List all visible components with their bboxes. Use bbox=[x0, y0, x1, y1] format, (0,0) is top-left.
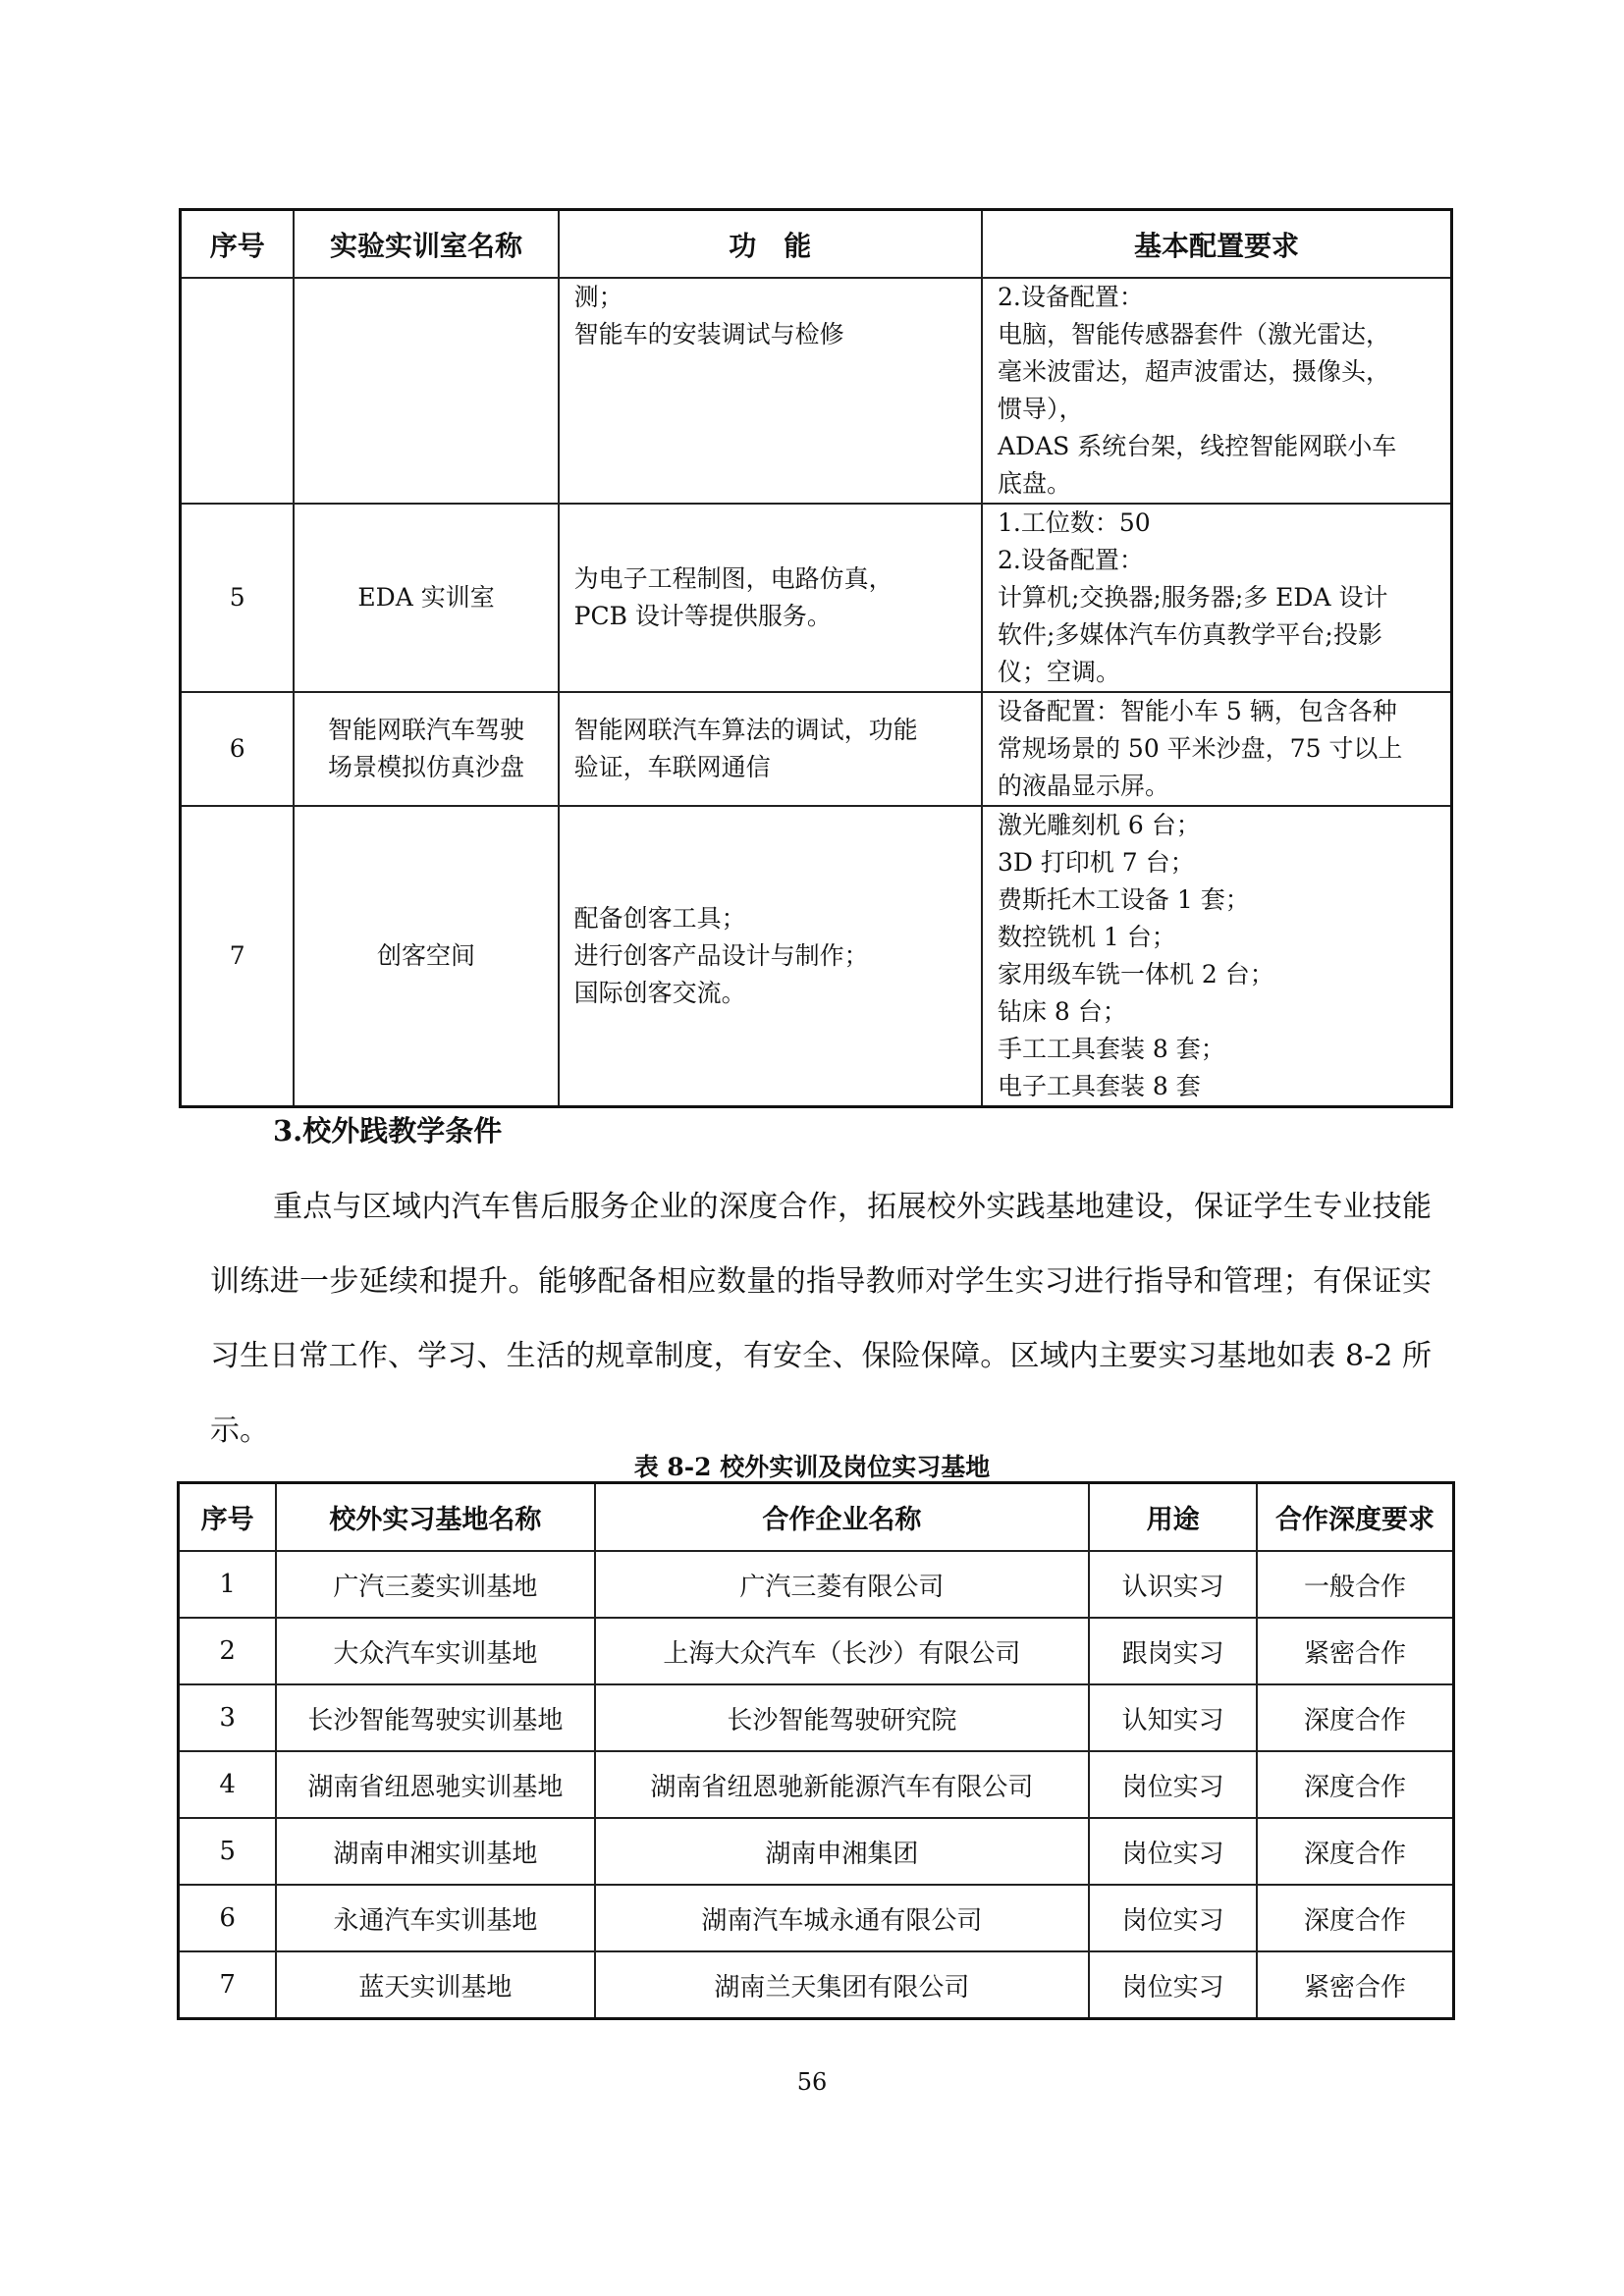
row-number: 4 bbox=[179, 1751, 277, 1818]
text-line: 设备配置：智能小车 5 辆，包含各种 bbox=[997, 697, 1397, 725]
row-number: 2 bbox=[179, 1618, 277, 1684]
purpose: 认知实习 bbox=[1089, 1684, 1257, 1751]
text-line: 进行创客产品设计与制作； bbox=[573, 941, 869, 970]
row-number: 1 bbox=[179, 1551, 277, 1618]
section-heading: 3.校外践教学条件 bbox=[273, 1114, 503, 1148]
company-name: 湖南申湘集团 bbox=[595, 1818, 1090, 1885]
section-paragraph: 重点与区域内汽车售后服务企业的深度合作，拓展校外实践基地建设，保证学生专业技能训练进一步延续和提升。能够配备相应数量的指导教师对学生实习进行指导和管理；有保证实习生日常工作、学习、生活的规章制度，有安全、保险保障。区域内主要实习基地如表 8-2 所示。 bbox=[210, 1190, 1432, 1448]
lab-name bbox=[294, 692, 558, 806]
text-line: 底盘。 bbox=[997, 469, 1071, 498]
cooperation-level: 紧密合作 bbox=[1257, 1951, 1454, 2019]
text-line: 的液晶显示屏。 bbox=[997, 772, 1169, 800]
header-cell: 基本配置要求 bbox=[982, 210, 1452, 279]
header-cell: 用途 bbox=[1089, 1483, 1257, 1552]
text-line: 智能车的安装调试与检修 bbox=[573, 320, 844, 348]
text-line: 验证，车联网通信 bbox=[573, 753, 771, 781]
text-line: 毫米波雷达，超声波雷达，摄像头， bbox=[997, 357, 1390, 386]
text-line: 3D 打印机 7 台； bbox=[997, 848, 1195, 877]
purpose: 跟岗实习 bbox=[1089, 1618, 1257, 1684]
header-cell: 序号 bbox=[179, 1483, 277, 1552]
base-name: 永通汽车实训基地 bbox=[276, 1885, 594, 1951]
table-row bbox=[181, 278, 1452, 504]
text-line: 2.设备配置： bbox=[997, 546, 1144, 574]
text-line: 智能网联汽车算法的调试，功能 bbox=[573, 716, 918, 744]
text-line: 激光雕刻机 6 台； bbox=[997, 811, 1201, 839]
text-line: 家用级车铣一体机 2 台； bbox=[997, 960, 1274, 988]
header-cell: 校外实习基地名称 bbox=[276, 1483, 594, 1552]
header-cell: 合作深度要求 bbox=[1257, 1483, 1454, 1552]
header-cell: 合作企业名称 bbox=[595, 1483, 1090, 1552]
company-name: 湖南省纽恩驰新能源汽车有限公司 bbox=[595, 1751, 1090, 1818]
text-line: 电脑，智能传感器套件（激光雷达， bbox=[997, 320, 1390, 348]
row-number: 6 bbox=[179, 1885, 277, 1951]
cooperation-level: 深度合作 bbox=[1257, 1885, 1454, 1951]
cooperation-level: 深度合作 bbox=[1257, 1684, 1454, 1751]
text-line: 软件;多媒体汽车仿真教学平台;投影 bbox=[997, 620, 1382, 649]
table-row bbox=[181, 806, 1452, 1107]
cooperation-level: 深度合作 bbox=[1257, 1818, 1454, 1885]
purpose: 岗位实习 bbox=[1089, 1951, 1257, 2019]
text-line: 场景模拟仿真沙盘 bbox=[328, 753, 525, 781]
row-number: 7 bbox=[181, 806, 295, 1107]
row-number: 7 bbox=[179, 1951, 277, 2019]
table-row bbox=[179, 1551, 1454, 1618]
text-line: ADAS 系统台架，线控智能网联小车 bbox=[997, 432, 1397, 460]
text-line: 仪；空调。 bbox=[997, 658, 1120, 686]
cooperation-level: 紧密合作 bbox=[1257, 1618, 1454, 1684]
page-number: 56 bbox=[796, 2068, 828, 2096]
text-line: 为电子工程制图，电路仿真， bbox=[573, 564, 893, 593]
table-caption: 表 8-2 校外实训及岗位实习基地 bbox=[633, 1453, 991, 1481]
base-name: 广汽三菱实训基地 bbox=[276, 1551, 594, 1618]
purpose: 岗位实习 bbox=[1089, 1751, 1257, 1818]
text-line: 钻床 8 台； bbox=[997, 997, 1127, 1026]
text-line: 常规场景的 50 平米沙盘，75 寸以上 bbox=[997, 734, 1403, 763]
lab-function bbox=[559, 504, 982, 692]
row-number: 6 bbox=[181, 692, 295, 806]
cooperation-level: 深度合作 bbox=[1257, 1751, 1454, 1818]
text-line: EDA 实训室 bbox=[357, 583, 495, 612]
row-number bbox=[181, 278, 295, 504]
table-row bbox=[179, 1618, 1454, 1684]
company-name: 湖南兰天集团有限公司 bbox=[595, 1951, 1090, 2019]
table-row bbox=[179, 1885, 1454, 1951]
company-name: 长沙智能驾驶研究院 bbox=[595, 1684, 1090, 1751]
text-line: 计算机;交换器;服务器;多 EDA 设计 bbox=[997, 583, 1388, 612]
text-line: 国际创客交流。 bbox=[573, 979, 746, 1007]
table-row bbox=[181, 692, 1452, 806]
row-number: 5 bbox=[181, 504, 295, 692]
row-number: 5 bbox=[179, 1818, 277, 1885]
lab-config bbox=[982, 692, 1452, 806]
company-name: 上海大众汽车（长沙）有限公司 bbox=[595, 1618, 1090, 1684]
lab-function bbox=[559, 692, 982, 806]
practice-base-table bbox=[177, 1481, 1455, 2020]
cooperation-level: 一般合作 bbox=[1257, 1551, 1454, 1618]
lab-function bbox=[559, 806, 982, 1107]
table-row bbox=[179, 1751, 1454, 1818]
text-line: 费斯托木工设备 1 套； bbox=[997, 885, 1250, 914]
text-line: 测； bbox=[573, 283, 623, 311]
lab-function bbox=[559, 278, 982, 504]
lab-config bbox=[982, 806, 1452, 1107]
row-number: 3 bbox=[179, 1684, 277, 1751]
header-cell: 功 能 bbox=[559, 210, 982, 279]
table-row bbox=[179, 1951, 1454, 2019]
purpose: 岗位实习 bbox=[1089, 1885, 1257, 1951]
base-name: 湖南省纽恩驰实训基地 bbox=[276, 1751, 594, 1818]
table-row bbox=[179, 1818, 1454, 1885]
text-line: 1.工位数：50 bbox=[997, 508, 1151, 537]
table-header-row bbox=[179, 1483, 1454, 1552]
text-line: 数控铣机 1 台； bbox=[997, 923, 1176, 951]
lab-config-table bbox=[179, 208, 1453, 1108]
header-cell: 实验实训室名称 bbox=[294, 210, 558, 279]
lab-config bbox=[982, 278, 1452, 504]
lab-config bbox=[982, 504, 1452, 692]
text-line: 手工工具套装 8 套； bbox=[997, 1035, 1225, 1063]
text-line: PCB 设计等提供服务。 bbox=[573, 602, 832, 630]
base-name: 湖南申湘实训基地 bbox=[276, 1818, 594, 1885]
company-name: 广汽三菱有限公司 bbox=[595, 1551, 1090, 1618]
lab-name bbox=[294, 504, 558, 692]
base-name: 蓝天实训基地 bbox=[276, 1951, 594, 2019]
company-name: 湖南汽车城永通有限公司 bbox=[595, 1885, 1090, 1951]
table-row bbox=[179, 1684, 1454, 1751]
lab-name bbox=[294, 278, 558, 504]
purpose: 岗位实习 bbox=[1089, 1818, 1257, 1885]
base-name: 大众汽车实训基地 bbox=[276, 1618, 594, 1684]
text-line: 智能网联汽车驾驶 bbox=[328, 716, 525, 744]
table-row bbox=[181, 504, 1452, 692]
purpose: 认识实习 bbox=[1089, 1551, 1257, 1618]
base-name: 长沙智能驾驶实训基地 bbox=[276, 1684, 594, 1751]
text-line: 创客空间 bbox=[377, 941, 476, 970]
table-header-row bbox=[181, 210, 1452, 279]
text-line: 电子工具套装 8 套 bbox=[997, 1072, 1201, 1100]
lab-name bbox=[294, 806, 558, 1107]
text-line: 惯导）， bbox=[997, 395, 1084, 423]
text-line: 配备创客工具； bbox=[573, 904, 746, 933]
text-line: 2.设备配置： bbox=[997, 283, 1144, 311]
header-cell: 序号 bbox=[181, 210, 295, 279]
